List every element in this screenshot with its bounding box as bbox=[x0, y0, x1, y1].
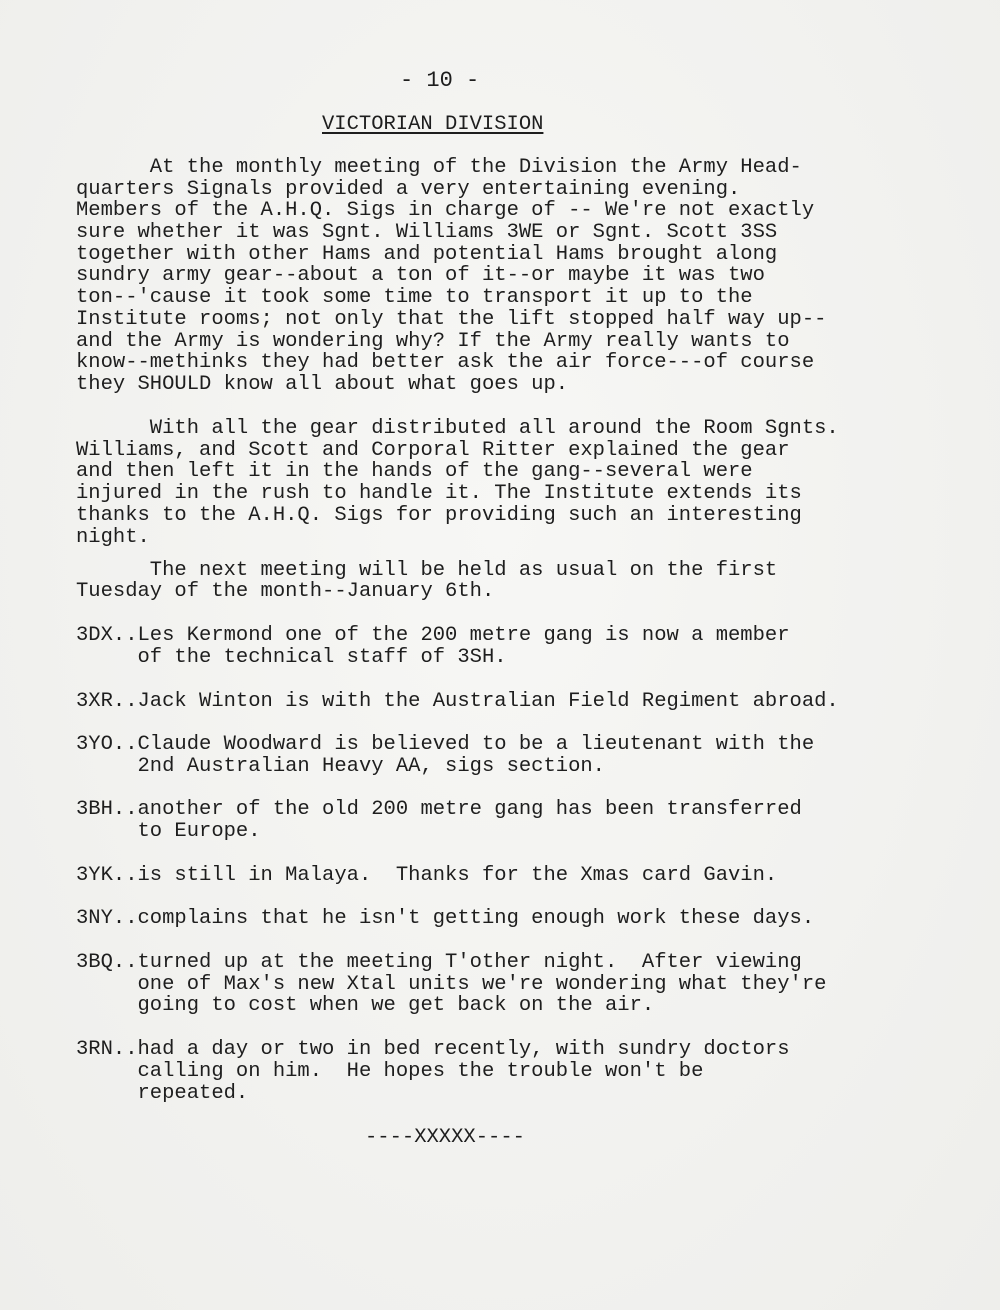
entry-line: 3XR..Jack Winton is with the Australian Field Regiment abroad. bbox=[76, 690, 839, 713]
text-line: they SHOULD know all about what goes up. bbox=[76, 373, 569, 396]
text-line: sure whether it was Sgnt. Williams 3WE or Sgnt. Scott 3SS bbox=[76, 221, 778, 244]
text-line: With all the gear distributed all around the Room Sgnts. bbox=[76, 417, 839, 440]
text-line: The next meeting will be held as usual on the first bbox=[76, 559, 778, 582]
text-line: At the monthly meeting of the Division the Army Head- bbox=[76, 156, 802, 179]
page-number: - 10 - bbox=[400, 68, 480, 93]
entry-line: 3NY..complains that he isn't getting enough work these days. bbox=[76, 907, 815, 930]
text-line: thanks to the A.H.Q. Sigs for providing such an interesting bbox=[76, 504, 802, 527]
text-line: sundry army gear--about a ton of it--or maybe it was two bbox=[76, 264, 765, 287]
entry-line: 3YO..Claude Woodward is believed to be a lieutenant with the bbox=[76, 733, 815, 756]
text-line: injured in the rush to handle it. The Institute extends its bbox=[76, 482, 802, 505]
text-line: Williams, and Scott and Corporal Ritter explained the gear bbox=[76, 439, 790, 462]
entry-line: one of Max's new Xtal units we're wondering what they're bbox=[76, 973, 827, 996]
text-line: and then left it in the hands of the gang--several were bbox=[76, 460, 753, 483]
text-line: Institute rooms; not only that the lift stopped half way up-- bbox=[76, 308, 827, 331]
entry-line: of the technical staff of 3SH. bbox=[76, 646, 507, 669]
entry-line: 3DX..Les Kermond one of the 200 metre gang is now a member bbox=[76, 624, 790, 647]
text-line: quarters Signals provided a very entertaining evening. bbox=[76, 178, 741, 201]
text-line: together with other Hams and potential Hams brought along bbox=[76, 243, 778, 266]
entry-line: going to cost when we get back on the air. bbox=[76, 994, 655, 1017]
entry-line: 3BH..another of the old 200 metre gang has been transferred bbox=[76, 798, 802, 821]
entry-line: 2nd Australian Heavy AA, sigs section. bbox=[76, 755, 605, 778]
entry-line: to Europe. bbox=[76, 820, 261, 843]
entry-line: 3YK..is still in Malaya. Thanks for the Xmas card Gavin. bbox=[76, 864, 778, 887]
entry-line: 3BQ..turned up at the meeting T'other night. After viewing bbox=[76, 951, 802, 974]
entry-line: calling on him. He hopes the trouble won't be bbox=[76, 1060, 704, 1083]
entry-line: repeated. bbox=[76, 1082, 249, 1105]
text-line: Tuesday of the month--January 6th. bbox=[76, 580, 495, 603]
section-title: VICTORIAN DIVISION bbox=[322, 113, 544, 136]
closing-rule: ----XXXXX---- bbox=[365, 1126, 525, 1149]
text-line: Members of the A.H.Q. Sigs in charge of -- We're not exactly bbox=[76, 199, 815, 222]
entry-line: 3RN..had a day or two in bed recently, with sundry doctors bbox=[76, 1038, 790, 1061]
text-line: know--methinks they had better ask the air force---of course bbox=[76, 351, 815, 374]
text-line: and the Army is wondering why? If the Army really wants to bbox=[76, 330, 790, 353]
text-line: ton--'cause it took some time to transport it up to the bbox=[76, 286, 753, 309]
text-line: night. bbox=[76, 526, 150, 549]
